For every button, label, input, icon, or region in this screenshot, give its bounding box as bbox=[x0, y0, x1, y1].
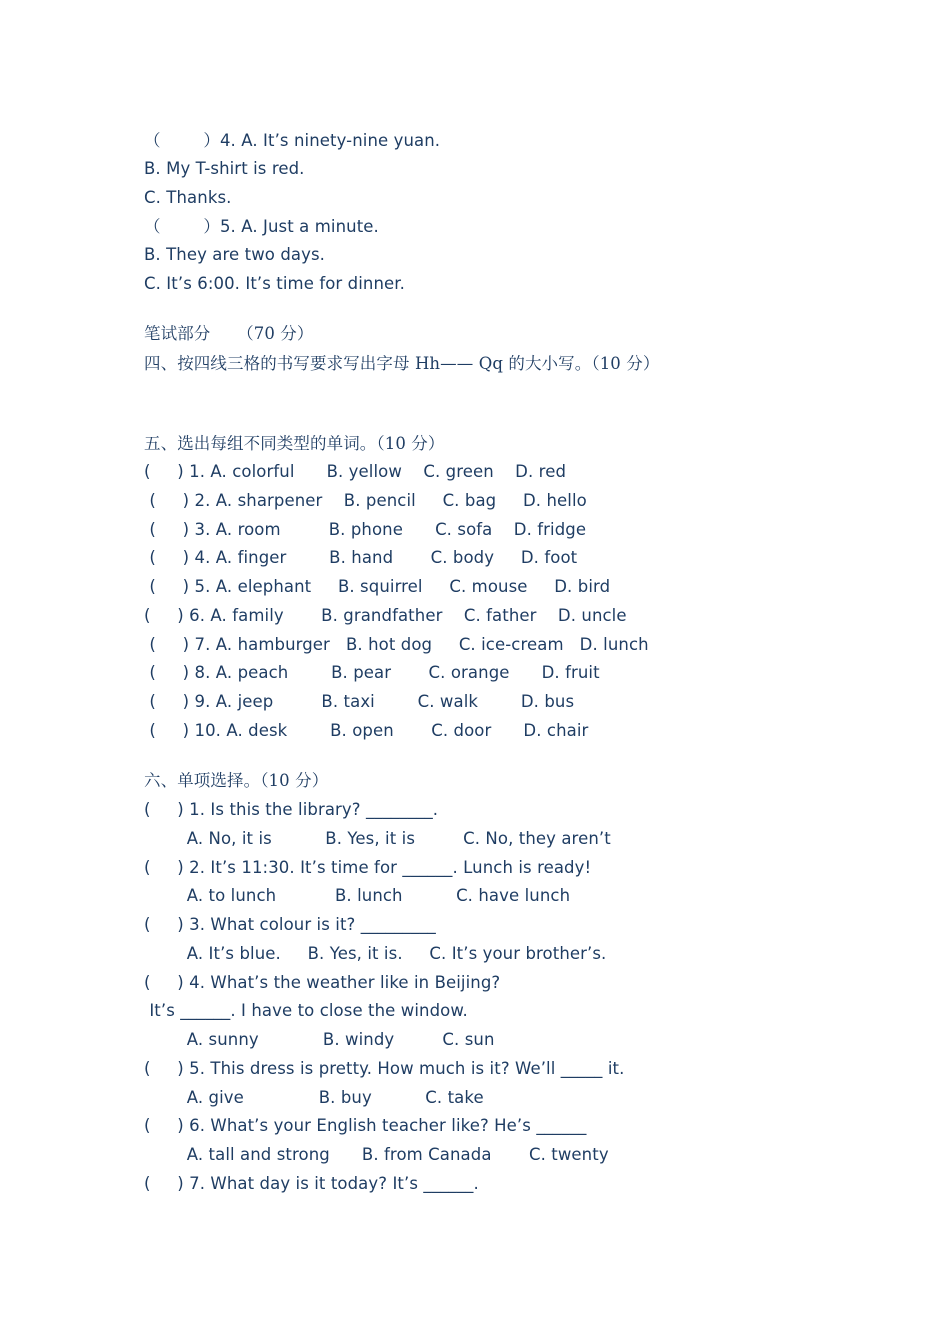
section6-q4-stem: ( ) 4. What’s the weather like in Beijing? bbox=[144, 973, 501, 992]
listening-q5-option-c: C. It’s 6:00. It’s time for dinner. bbox=[144, 274, 405, 293]
written-part-title: 笔试部分 （70 分） bbox=[144, 324, 314, 343]
section5-item: ( ) 3. A. room B. phone C. sofa D. fridge bbox=[144, 520, 587, 539]
section5-item: ( ) 4. A. finger B. hand C. body D. foot bbox=[144, 548, 578, 567]
section6-q1-stem: ( ) 1. Is this the library? ________. bbox=[144, 800, 439, 819]
section5-item: ( ) 8. A. peach B. pear C. orange D. fruit bbox=[144, 663, 600, 682]
listening-q5-option-b: B. They are two days. bbox=[144, 245, 326, 264]
section6-q5-stem: ( ) 5. This dress is pretty. How much is it? We’ll _____ it. bbox=[144, 1059, 625, 1078]
section5-title: 五、选出每组不同类型的单词。（10 分） bbox=[144, 434, 445, 453]
section6-q2-stem: ( ) 2. It’s 11:30. It’s time for ______. Lunch is ready! bbox=[144, 858, 592, 877]
section6-q5-options: A. give B. buy C. take bbox=[144, 1088, 484, 1107]
section5-item: ( ) 1. A. colorful B. yellow C. green D. red bbox=[144, 462, 567, 481]
section6-q6-stem: ( ) 6. What’s your English teacher like? He’s ______ bbox=[144, 1116, 587, 1135]
section5-item: ( ) 2. A. sharpener B. pencil C. bag D. hello bbox=[144, 491, 587, 510]
listening-q4-option-c: C. Thanks. bbox=[144, 188, 232, 207]
section6-title: 六、单项选择。（10 分） bbox=[144, 771, 329, 790]
section6-q4-options: A. sunny B. windy C. sun bbox=[144, 1030, 495, 1049]
section4-title: 四、按四线三格的书写要求写出字母 Hh—— Qq 的大小写。（10 分） bbox=[144, 354, 660, 373]
section6-q3-options: A. It’s blue. B. Yes, it is. C. It’s your brother’s. bbox=[144, 944, 607, 963]
listening-q4-option-b: B. My T-shirt is red. bbox=[144, 159, 305, 178]
section5-item: ( ) 9. A. jeep B. taxi C. walk D. bus bbox=[144, 692, 575, 711]
section5-item: ( ) 6. A. family B. grandfather C. father D. uncle bbox=[144, 606, 627, 625]
section6-q4-stem-continued: It’s ______. I have to close the window. bbox=[144, 1001, 468, 1020]
section5-item: ( ) 10. A. desk B. open C. door D. chair bbox=[144, 721, 589, 740]
section6-q2-options: A. to lunch B. lunch C. have lunch bbox=[144, 886, 571, 905]
section5-item: ( ) 5. A. elephant B. squirrel C. mouse D. bird bbox=[144, 577, 611, 596]
section6-q1-options: A. No, it is B. Yes, it is C. No, they aren’t bbox=[144, 829, 611, 848]
section6-q3-stem: ( ) 3. What colour is it? _________ bbox=[144, 915, 436, 934]
listening-q5-stem: （ ）5. A. Just a minute. bbox=[144, 217, 379, 236]
listening-q4-stem: （ ）4. A. It’s ninety-nine yuan. bbox=[144, 131, 441, 150]
section6-q7-stem: ( ) 7. What day is it today? It’s ______. bbox=[144, 1174, 479, 1193]
section6-q6-options: A. tall and strong B. from Canada C. twenty bbox=[144, 1145, 609, 1164]
section5-item: ( ) 7. A. hamburger B. hot dog C. ice-cream D. lunch bbox=[144, 635, 649, 654]
